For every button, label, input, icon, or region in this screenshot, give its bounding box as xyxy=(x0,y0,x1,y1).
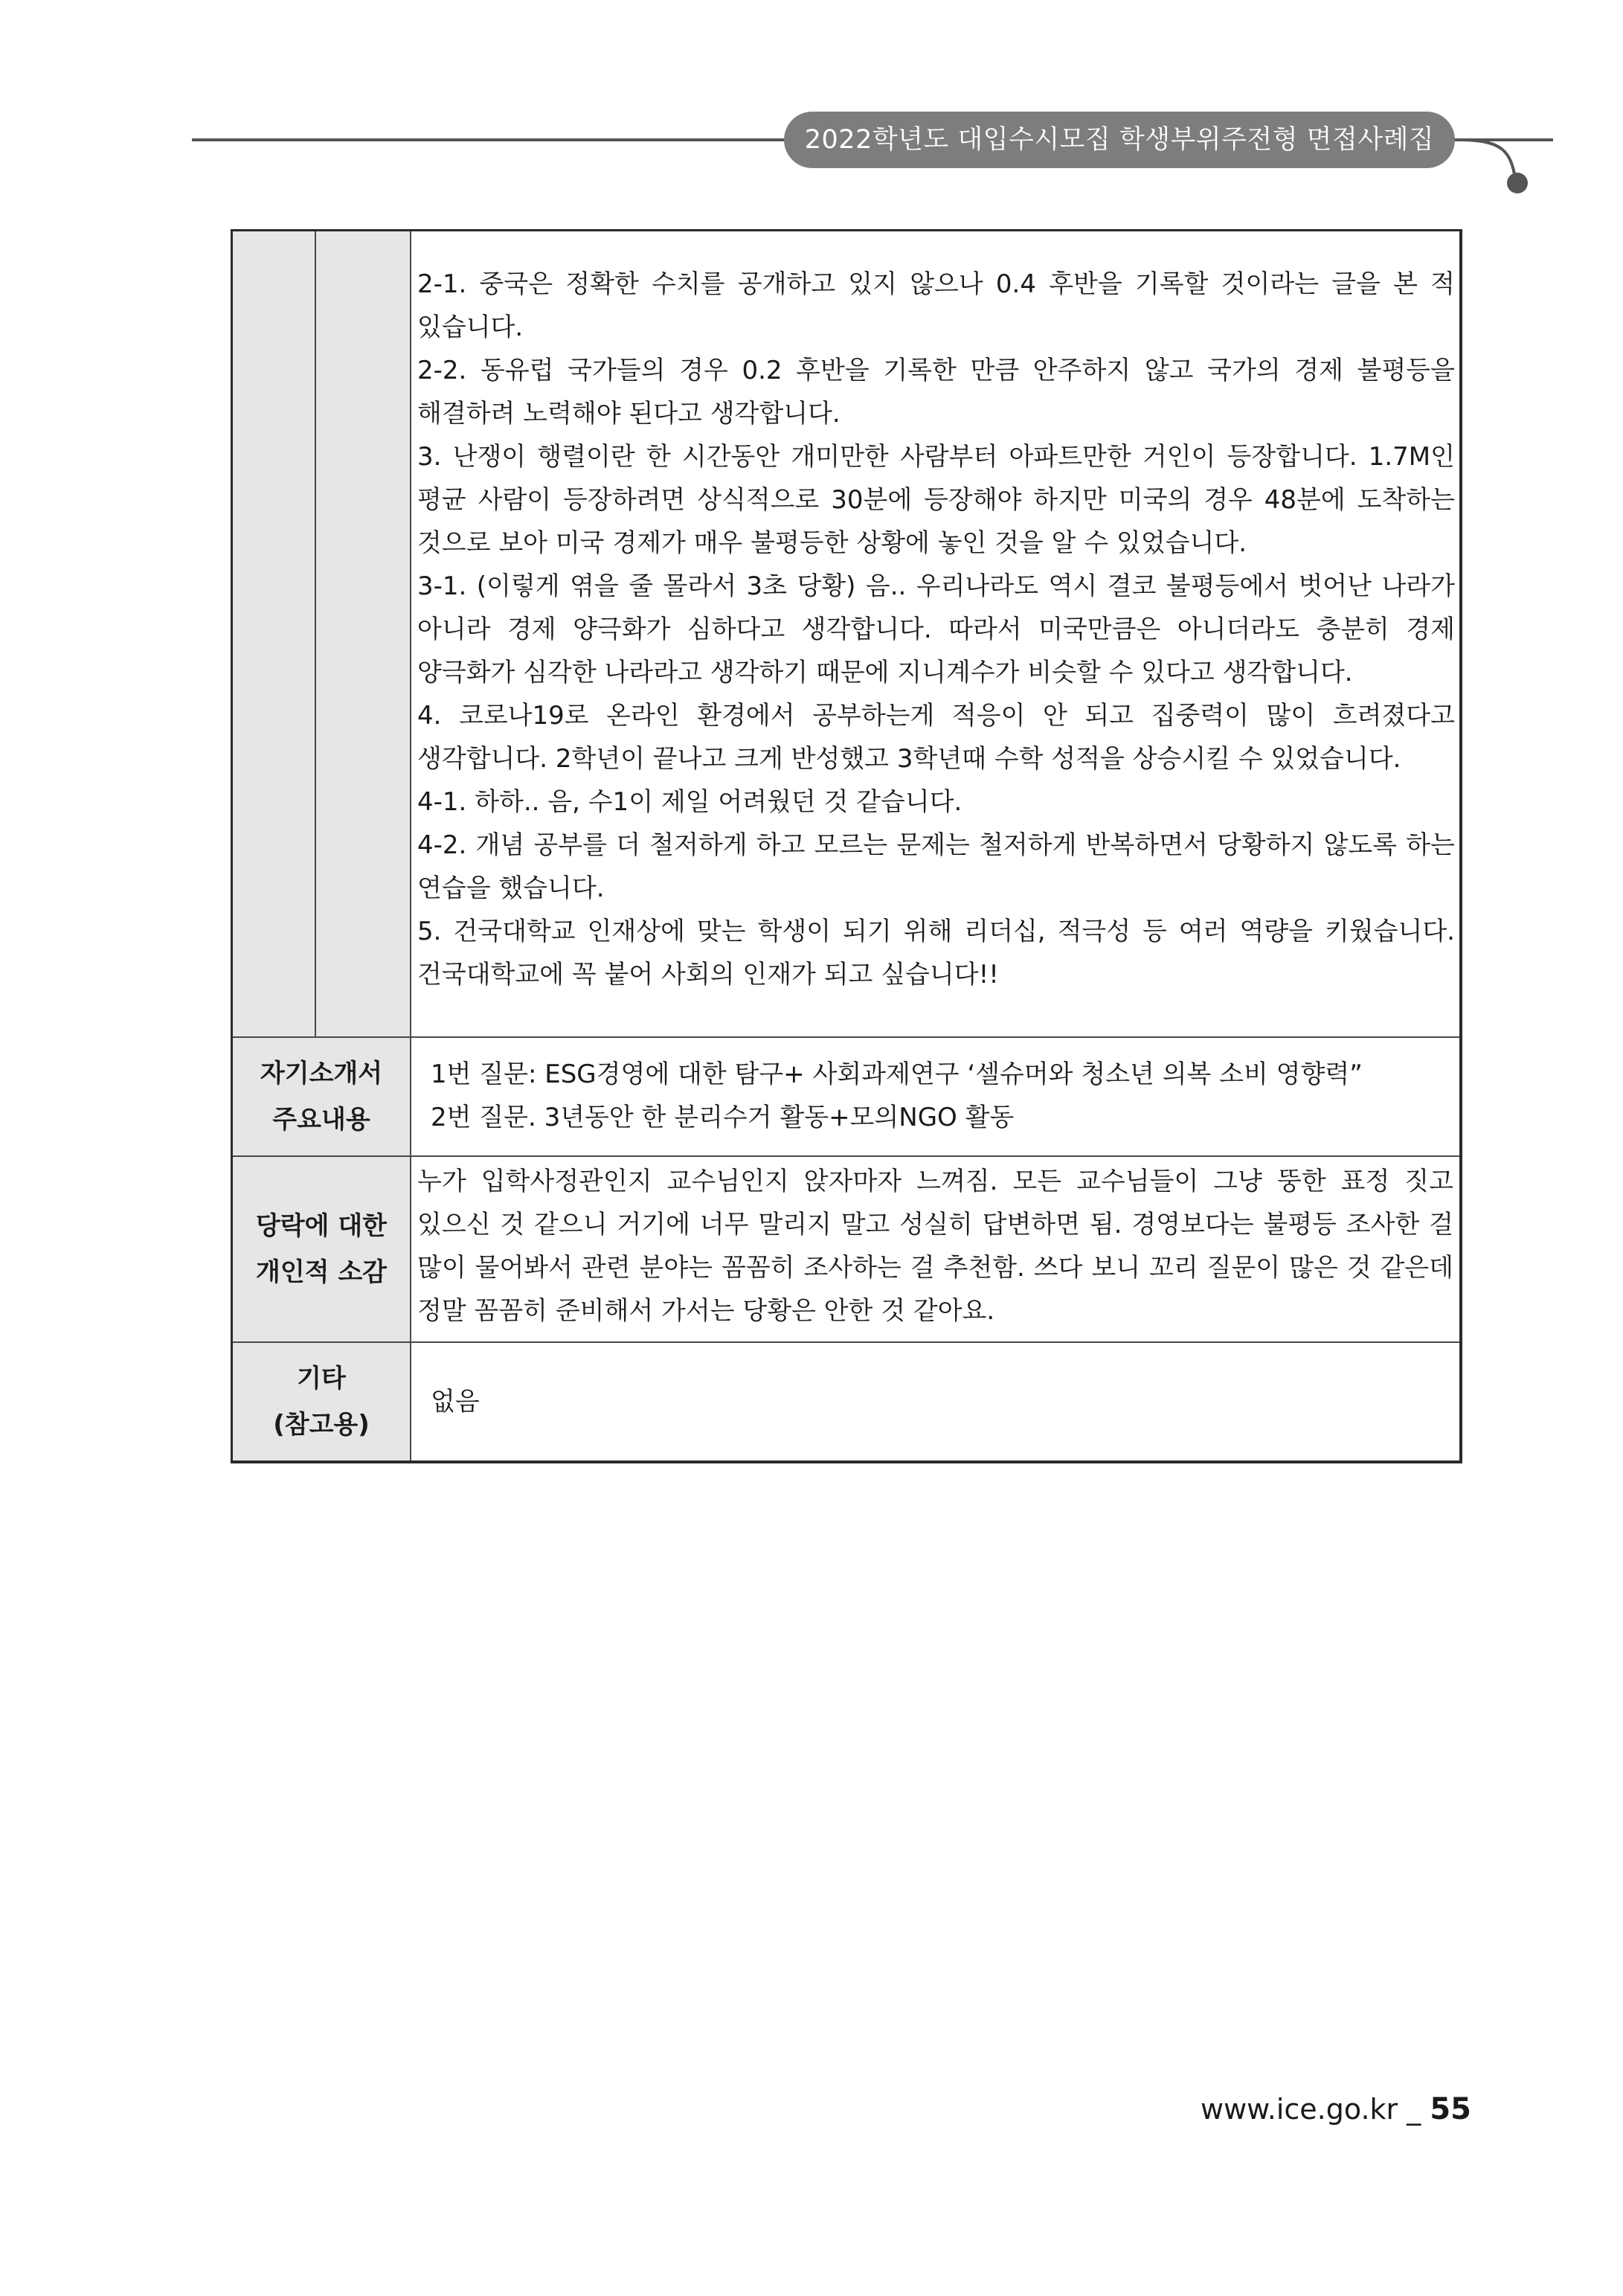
impression-label-line2: 개인적 소감 xyxy=(255,1257,388,1287)
answers-label-subcell-2 xyxy=(316,231,410,1036)
answers-content xyxy=(411,231,1459,1036)
answer-2-2: 2-2. 동유럽 국가들의 경우 0.2 후반을 기록한 만큼 안주하지 않고 국가의 경제 불평등을 해결하려 노력해야 된다고 생각합니다. xyxy=(417,356,1455,429)
footer-url: www.ice.go.kr _ xyxy=(1201,2093,1430,2126)
intro-item-2: 2번 질문. 3년동안 한 분리수거 활동+모의NGO 활동 xyxy=(431,1103,1015,1132)
interview-table xyxy=(231,229,1462,1463)
etc-label-line1: 기타 xyxy=(297,1364,346,1394)
answers-row xyxy=(233,231,1459,1038)
page-number: 55 xyxy=(1430,2092,1471,2126)
etc-content xyxy=(411,1343,1459,1460)
impression-row xyxy=(233,1157,1459,1343)
answer-4: 4. 코로나19로 온라인 환경에서 공부하는게 적응이 안 되고 집중력이 많이 흐려졌다고 생각합니다. 2학년이 끝나고 크게 반성했고 3학년때 수학 성적을 상승시킬 수 있었습니다. xyxy=(417,701,1455,774)
intro-label xyxy=(233,1038,411,1155)
answer-3-1: 3-1. (이렇게 엮을 줄 몰라서 3초 당황) 음.. 우리나라도 역시 결코 불평등에서 벗어난 나라가 아니라 경제 양극화가 심하다고 생각합니다. 따라서 미국만큼은 아니더라도 충분히 경제 양극화가 심각한 나라라고 생각하기 때문에 지니계수가 비슷할 수 있다고 생각합니다. xyxy=(417,571,1455,687)
answer-4-2: 4-2. 개념 공부를 더 철저하게 하고 모르는 문제는 철저하게 반복하면서 당황하지 않도록 하는 연습을 했습니다. xyxy=(417,830,1455,903)
answers-label-subcell-1 xyxy=(233,231,316,1036)
header-title: 2022학년도 대입수시모집 학생부위주전형 면접사례집 xyxy=(784,112,1455,168)
impression-content: 누가 입학사정관인지 교수님인지 앉자마자 느껴짐. 모든 교수님들이 그냥 뚱한 표정 짓고 있으신 것 같으니 거기에 너무 말리지 말고 성실히 답변하면 됨. 경영보다는 불평등 조사한 걸 많이 물어봐서 관련 분야는 꼼꼼히 조사하는 걸 추천함. 쓰다 보니 꼬리 질문이 많은 것 같은데 정말 꼼꼼히 준비해서 가서는 당황은 안한 것 같아요. xyxy=(417,1167,1453,1326)
intro-content xyxy=(411,1038,1459,1155)
intro-item-1: 1번 질문: ESG경영에 대한 탐구+ 사회과제연구 ‘셀슈머와 청소년 의복 소비 영향력” xyxy=(431,1059,1363,1089)
page-footer xyxy=(1201,2092,1471,2126)
header-curve-ornament xyxy=(1458,112,1562,193)
etc-row xyxy=(233,1343,1459,1460)
impression-label xyxy=(233,1157,411,1341)
intro-label-line2: 주요내용 xyxy=(272,1105,370,1135)
answers-label-cell xyxy=(233,231,411,1036)
answer-3: 3. 난쟁이 행렬이란 한 시간동안 개미만한 사람부터 아파트만한 거인이 등장합니다. 1.7M인 평균 사람이 등장하려면 상식적으로 30분에 등장해야 하지만 미국의 경우 48분에 도착하는 것으로 보아 미국 경제가 매우 불평등한 상황에 놓인 것을 알 수 있었습니다. xyxy=(417,442,1455,558)
etc-label xyxy=(233,1343,411,1460)
answer-2-1: 2-1. 중국은 정확한 수치를 공개하고 있지 않으나 0.4 후반을 기록할 것이라는 글을 본 적 있습니다. xyxy=(417,269,1455,342)
impression-label-line1: 당락에 대한 xyxy=(255,1211,388,1241)
etc-text: 없음 xyxy=(431,1387,480,1417)
answer-5: 5. 건국대학교 인재상에 맞는 학생이 되기 위해 리더십, 적극성 등 여러 역량을 키웠습니다. 건국대학교에 꼭 붙어 사회의 인재가 되고 싶습니다!! xyxy=(417,917,1455,990)
answer-4-1: 4-1. 하하.. 음, 수1이 제일 어려웠던 것 같습니다. xyxy=(417,787,962,817)
intro-label-line1: 자기소개서 xyxy=(260,1059,383,1088)
etc-label-line2: (참고용) xyxy=(273,1410,370,1440)
intro-row xyxy=(233,1038,1459,1157)
